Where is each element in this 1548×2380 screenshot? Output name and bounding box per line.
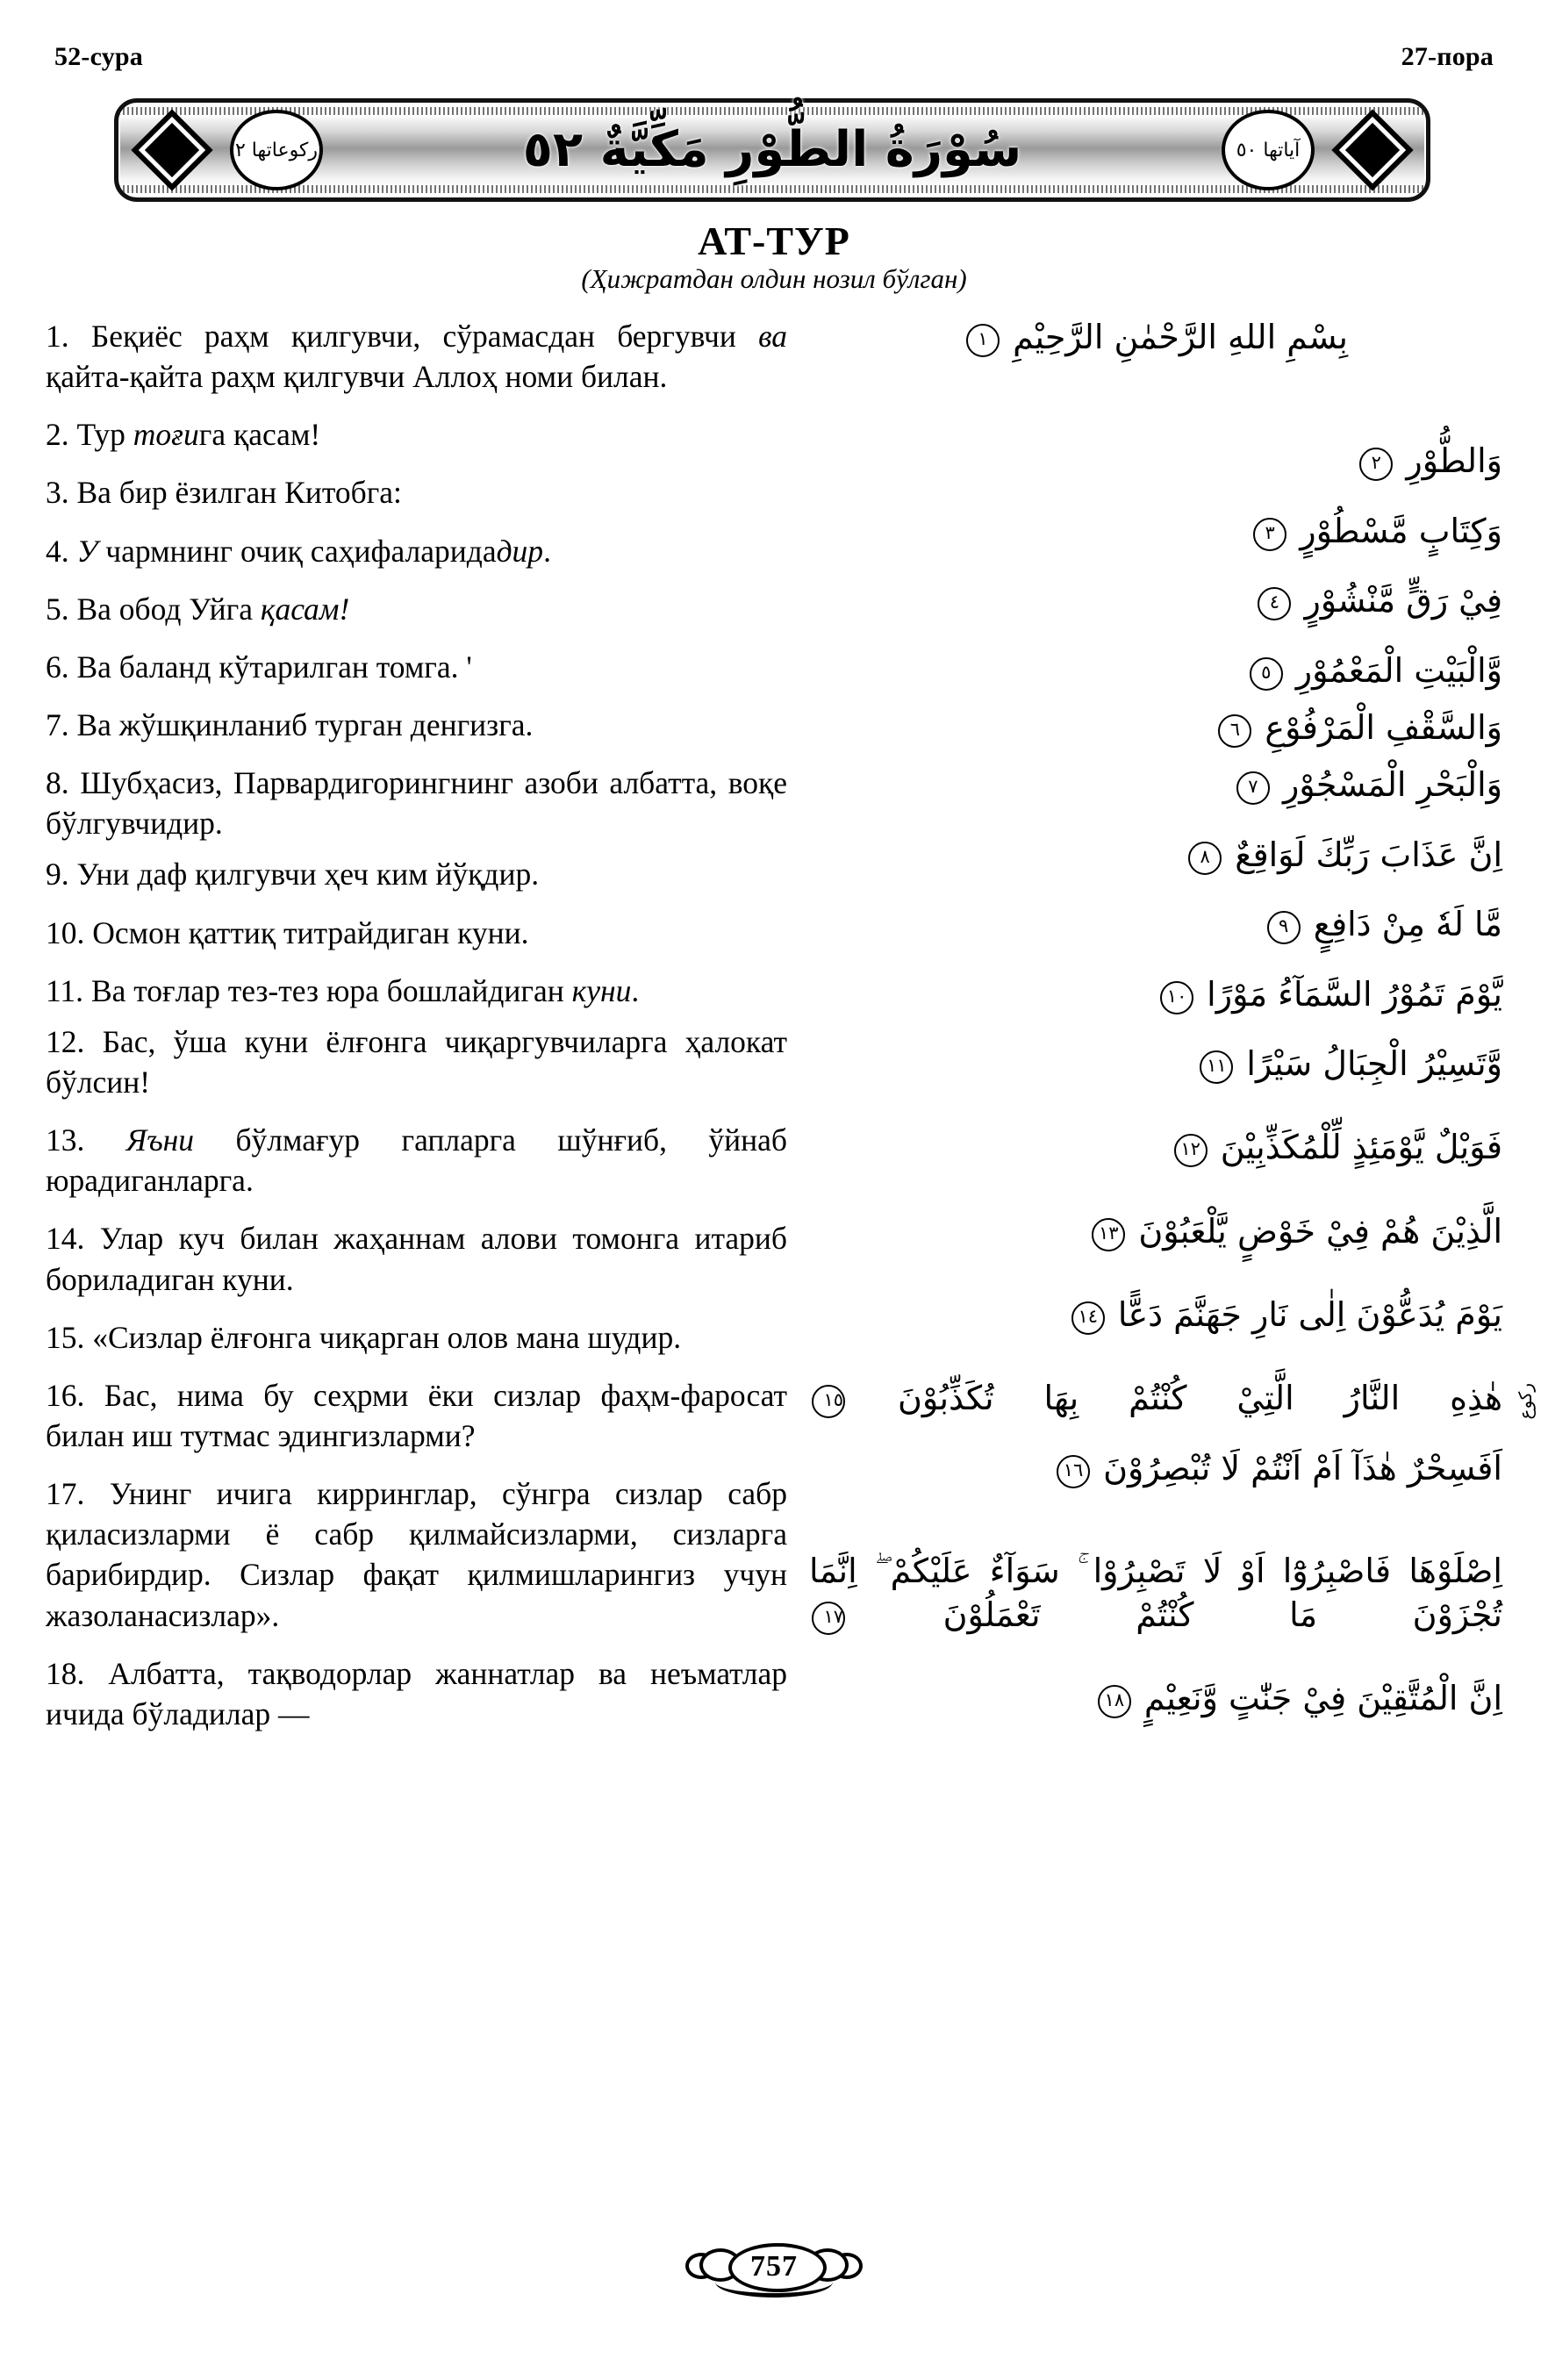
ayah-number-marker: ٢ xyxy=(1359,448,1393,481)
verse-8 xyxy=(46,763,787,843)
verse-number: 3. xyxy=(46,475,77,511)
verse-text: Унинг ичига кирринглар, сўнгра сизлар сабр қиласизларми ё сабр қилмайсизларми, сизларга барибирдир. Сизлар фақат қилмишларингиз учун жазоланасизлар». xyxy=(46,1476,787,1633)
ayah-number-marker: ١٥ xyxy=(812,1385,845,1418)
ayah-number-marker: ١٠ xyxy=(1160,981,1193,1014)
ayah-number-marker: ٥ xyxy=(1250,657,1283,691)
verse-15 xyxy=(46,1317,787,1358)
verse-text: Бас, ўша куни ёлғонга чиқаргувчиларга ҳалокат бўлсин! xyxy=(46,1023,787,1100)
verse-text: Шубҳасиз, Парвардигорингнинг азоби албатта, воқе бўлгувчидир. xyxy=(46,765,787,842)
ayah-number-marker: ٨ xyxy=(1188,842,1222,875)
ayah-number-marker: ١٦ xyxy=(1057,1455,1090,1488)
verse-text: Албатта, тақводорлар жаннатлар ва неъматлар ичида бўладилар — xyxy=(46,1655,788,1731)
verse-number: 9. xyxy=(46,857,77,892)
banner-ayah-count-text: آياتها ٥٠ xyxy=(1236,139,1301,161)
verse-text: Ва тоғлар тез-тез юра бошлайдиган xyxy=(90,972,572,1008)
arabic-text: وَكِتَابٍ مَّسْطُوْرٍ xyxy=(1289,511,1502,550)
arabic-text: مَّا لَهٗ مِنْ دَافِعٍ xyxy=(1302,905,1502,944)
ayah-number-marker: ١٢ xyxy=(1174,1134,1208,1167)
arabic-spacer xyxy=(809,1030,1502,1043)
verse-10 xyxy=(46,913,787,953)
verse-11 xyxy=(46,971,787,1011)
verse-number: 2. xyxy=(46,417,77,453)
verse-emphasis: қасам! xyxy=(260,591,350,627)
verse-1 xyxy=(46,316,787,397)
verse-6 xyxy=(46,647,787,687)
arabic-text: الَّذِيْنَ هُمْ فِيْ خَوْضٍ يَّلْعَبُوْنَ xyxy=(1128,1211,1502,1251)
banner-ayah-count-medallion xyxy=(1222,110,1315,190)
arabic-text: اَفَسِحْرٌ هٰذَآ اَمْ اَنْتُمْ لَا تُبْصِرُوْنَ xyxy=(1092,1448,1502,1488)
arabic-text: وَالْبَحْرِ الْمَسْجُوْرِ xyxy=(1272,765,1502,805)
arabic-verse-18 xyxy=(809,1677,1502,1720)
arabic-text: بِسْمِ اللهِ الرَّحْمٰنِ الرَّحِيْمِ xyxy=(1001,318,1348,356)
arabic-verse-11 xyxy=(809,1043,1502,1086)
verse-5 xyxy=(46,589,787,629)
verse-emphasis: дир xyxy=(496,533,544,569)
verse-13 xyxy=(46,1120,787,1201)
arabic-spacer xyxy=(809,1267,1502,1294)
arabic-spacer xyxy=(809,1435,1502,1447)
arabic-verse-15 xyxy=(809,1377,1502,1420)
arabic-spacer xyxy=(809,821,1502,834)
arabic-verse-16 xyxy=(809,1447,1502,1490)
header-juz-label: 27-пора xyxy=(1401,42,1494,71)
ruku-margin-note: ركوع xyxy=(1515,1383,1536,1420)
verse-number: 11. xyxy=(46,972,91,1008)
verse-number: 16. xyxy=(46,1377,104,1413)
arabic-verse-2 xyxy=(809,440,1502,483)
verse-text: Улар куч билан жаҳаннам алови томонга итариб бориладиган куни. xyxy=(46,1221,787,1297)
sura-title: АТ-ТУР xyxy=(698,219,850,263)
arabic-column xyxy=(809,316,1536,1734)
arabic-text: وَالسَّقْفِ الْمَرْفُوْعِ xyxy=(1254,707,1502,747)
arabic-verse-4 xyxy=(809,579,1502,622)
verse-16 xyxy=(46,1375,787,1456)
verse-number: 1. xyxy=(46,319,91,354)
running-header xyxy=(54,42,1494,77)
arabic-spacer xyxy=(809,567,1502,579)
arabic-spacer xyxy=(809,637,1502,649)
verse-number: 8. xyxy=(46,765,81,801)
verse-emphasis: ва xyxy=(758,319,787,354)
ayah-number-marker: ٧ xyxy=(1236,771,1270,805)
verse-number: 10. xyxy=(46,914,93,950)
verse-text: «Сизлар ёлғонга чиқарган олов мана шудир. xyxy=(92,1319,682,1355)
ayah-number-marker: ١ xyxy=(966,324,1000,357)
verse-emphasis: тоғи xyxy=(133,417,199,453)
arabic-text: هٰذِهِ النَّارُ الَّتِيْ كُنْتُمْ بِهَا تُكَذِّبُوْنَ xyxy=(848,1379,1502,1418)
folio-ornament-icon xyxy=(691,2241,857,2296)
verse-text: Ва бир ёзилган Китобга: xyxy=(76,475,402,511)
verse-emphasis: У xyxy=(76,533,98,569)
verse-3 xyxy=(46,472,787,513)
arabic-spacer xyxy=(809,1184,1502,1210)
arabic-text: وَالطُّوْرِ xyxy=(1395,441,1502,481)
verse-number: 14. xyxy=(46,1221,100,1257)
banner-ruku-count-text: ركوعاتها ٢ xyxy=(234,139,319,161)
arabic-text: اِنَّ الْمُتَّقِيْنَ فِيْ جَنّٰتٍ وَّنَعِيْمٍ xyxy=(1133,1679,1502,1718)
verse-9 xyxy=(46,854,787,894)
ayah-number-marker: ١٤ xyxy=(1071,1301,1105,1335)
arabic-verse-6 xyxy=(809,706,1502,749)
arabic-verse-1 xyxy=(809,316,1502,359)
arabic-text: يَوْمَ يُدَعُّوْنَ اِلٰى نَارِ جَهَنَّمَ دَعًّا xyxy=(1107,1295,1502,1335)
arabic-spacer xyxy=(809,373,1502,440)
arabic-verse-14 xyxy=(809,1294,1502,1337)
verse-number: 17. xyxy=(46,1476,110,1512)
arabic-text: اِصْلَوْهَا فَاصْبِرُوْٓا اَوْ لَا تَصْبِرُوْا ۚ سَوَآءٌ عَلَيْكُمْ ۖ اِنَّمَا تُجْزَوْنَ مَا كُنْتُمْ تَعْمَلُوْنَ xyxy=(809,1552,1502,1634)
arabic-verse-7 xyxy=(809,763,1502,806)
verse-text: Осмон қаттиқ титрайдиган куни. xyxy=(92,914,529,950)
page-number: 757 xyxy=(750,2250,798,2283)
arabic-text: وَّالْبَيْتِ الْمَعْمُوْرِ xyxy=(1285,650,1502,690)
verse-number: 13. xyxy=(46,1122,126,1158)
arabic-verse-17 xyxy=(809,1550,1502,1637)
verse-text: қайта-қайта раҳм қилгувчи Аллоҳ номи билан. xyxy=(46,359,668,395)
arabic-text: يَّوْمَ تَمُوْرُ السَّمَآءُ مَوْرًا xyxy=(1196,974,1502,1014)
ayah-number-marker: ٤ xyxy=(1258,587,1291,620)
ayah-number-marker: ٣ xyxy=(1253,518,1286,551)
sura-banner xyxy=(114,98,1430,202)
verse-text: га қасам! xyxy=(198,417,321,453)
verse-text: Уни даф қилгувчи ҳеч ким йўқдир. xyxy=(76,857,540,892)
verse-7 xyxy=(46,705,787,745)
arabic-text: وَّتَسِيْرُ الْجِبَالُ سَيْرًا xyxy=(1236,1043,1502,1083)
verse-text: Тур xyxy=(76,417,133,453)
arabic-spacer xyxy=(809,1100,1502,1126)
translation-column xyxy=(46,316,787,1752)
verse-text: Бас, нима бу сеҳрми ёки сизлар фаҳм-фаросат билан иш тутмас эдингизларми? xyxy=(46,1377,788,1453)
arabic-verse-3 xyxy=(809,510,1502,553)
arabic-text: فَوَيْلٌ يَّوْمَئِذٍ لِّلْمُكَذِّبِيْنَ xyxy=(1209,1128,1502,1167)
verse-4 xyxy=(46,531,787,571)
page-footer xyxy=(0,2241,1548,2296)
body-columns xyxy=(46,316,1536,2229)
arabic-spacer xyxy=(809,1351,1502,1377)
verse-number: 15. xyxy=(46,1319,93,1355)
verse-emphasis: куни xyxy=(571,972,632,1008)
verse-2 xyxy=(46,414,787,455)
arabic-spacer xyxy=(809,891,1502,903)
verse-18 xyxy=(46,1653,787,1734)
ayah-number-marker: ١٣ xyxy=(1092,1218,1125,1251)
ayah-number-marker: ٩ xyxy=(1267,911,1301,944)
arabic-verse-5 xyxy=(809,649,1502,692)
arabic-verse-8 xyxy=(809,834,1502,877)
verse-number: 5. xyxy=(46,591,77,627)
verse-text: Ва жўшқинланиб турган денгизга. xyxy=(76,706,534,742)
verse-number: 4. xyxy=(46,533,77,569)
verse-number: 7. xyxy=(46,706,77,742)
ayah-number-marker: ١١ xyxy=(1200,1050,1233,1084)
verse-text: Беқиёс раҳм қилгувчи, сўрамасдан бергувчи xyxy=(90,319,759,354)
sura-subtitle: (Ҳижратдан олдин нозил бўлган) xyxy=(581,263,967,294)
verse-text: Ва баланд кўтарилган томга. ' xyxy=(76,649,472,685)
verse-number: 12. xyxy=(46,1023,103,1059)
arabic-spacer xyxy=(809,1651,1502,1677)
verse-text: Ва обод Уйга xyxy=(76,591,261,627)
verse-17 xyxy=(46,1473,787,1636)
verse-text: . xyxy=(543,533,551,569)
arabic-verse-9 xyxy=(809,903,1502,946)
arabic-spacer xyxy=(809,961,1502,973)
arabic-verse-13 xyxy=(809,1210,1502,1253)
verse-number: 6. xyxy=(46,649,77,685)
verse-text: чармнинг очиқ саҳифаларида xyxy=(97,533,497,569)
verse-emphasis: Яъни xyxy=(125,1122,194,1158)
arabic-verse-10 xyxy=(809,973,1502,1016)
ayah-number-marker: ٦ xyxy=(1218,714,1251,748)
verse-text: бўлмағур гапларга шўнғиб, ўйнаб юрадиганларга. xyxy=(46,1122,787,1199)
arabic-verse-12 xyxy=(809,1126,1502,1169)
header-sura-label: 52-сура xyxy=(54,42,143,71)
verse-number: 18. xyxy=(46,1655,109,1691)
ayah-number-marker: ١٧ xyxy=(812,1602,845,1635)
ayah-number-marker: ١٨ xyxy=(1098,1685,1131,1718)
banner-ruku-count-medallion xyxy=(230,110,323,190)
verse-text: . xyxy=(631,972,640,1008)
verse-14 xyxy=(46,1218,787,1299)
arabic-text: فِيْ رَقٍّ مَّنْشُوْرٍ xyxy=(1294,581,1502,620)
banner-sura-title-arabic: سُوْرَةُ الطُّوْرِ مَكِّيَّةٌ ٥٢ xyxy=(522,121,1022,178)
arabic-spacer xyxy=(809,1504,1502,1550)
arabic-spacer xyxy=(809,498,1502,510)
verse-12 xyxy=(46,1022,787,1102)
arabic-text: اِنَّ عَذَابَ رَبِّكَ لَوَاقِعٌ xyxy=(1224,835,1502,874)
